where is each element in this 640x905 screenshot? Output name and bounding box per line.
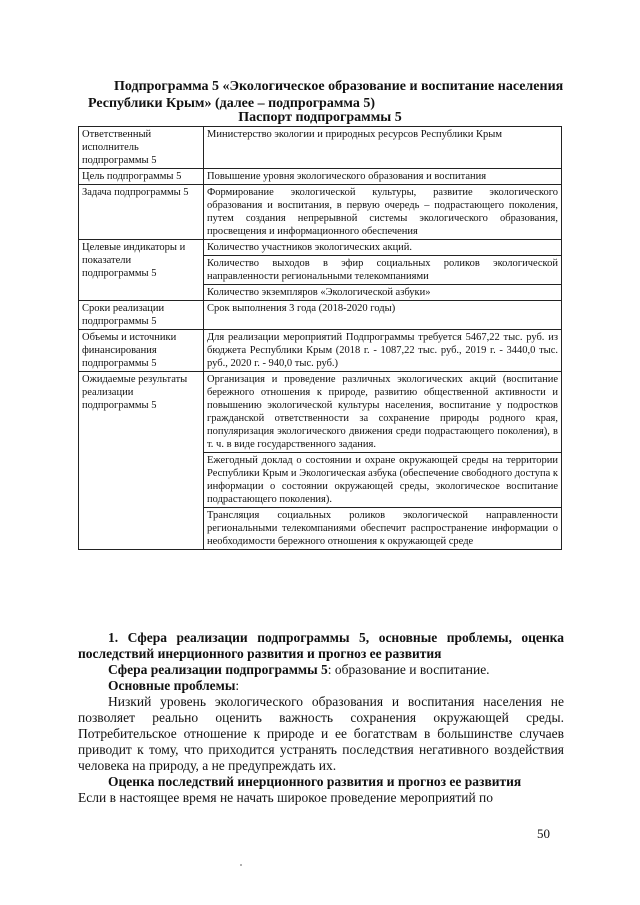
passport-value-item: Формирование экологической культуры, развитие экологического образования и воспитания, в первую очередь – подрастающего поколения, путем создания непрерывной системы экологического образования, просвещения и информационного обеспечения — [207, 187, 558, 237]
passport-table — [78, 126, 562, 550]
passport-row-value — [204, 301, 562, 330]
passport-row — [79, 330, 562, 372]
passport-row-value — [204, 169, 562, 185]
passport-value-item: Ежегодный доклад о состоянии и охране окружающей среды на территории Республики Крым и Экологическая азбука (обеспечение свободного доступа к информации о состоянии окружающей среды, экологическое воспитание подрастающего поколения). — [204, 452, 561, 506]
forecast-text: Если в настоящее время не начать широкое проведение мероприятий по — [78, 790, 494, 805]
passport-value-item: Повышение уровня экологического образования и воспитания — [207, 171, 487, 182]
sphere-value: : образование и воспитание. — [327, 662, 490, 677]
scan-speck — [240, 864, 242, 866]
passport-title: Паспорт подпрограммы 5 — [238, 110, 402, 125]
passport-row-value — [204, 330, 562, 372]
passport-row-value — [204, 372, 562, 550]
passport-value-item: Количество экземпляров «Экологической азбуки» — [204, 284, 561, 299]
passport-row-label: Ожидаемые результаты реализации подпрограммы 5 — [79, 372, 204, 550]
subprogram-heading: Подпрограмма 5 «Экологическое образование и воспитание населения Республики Крым» (далее – подпрограмма 5) — [88, 79, 564, 111]
passport-row-label: Ответственный исполнитель подпрограммы 5 — [79, 127, 204, 169]
passport-row-label: Объемы и источники финансирования подпрограммы 5 — [79, 330, 204, 372]
passport-row — [79, 127, 562, 169]
passport-row — [79, 169, 562, 185]
sphere-paragraph — [78, 662, 564, 678]
passport-row-value — [204, 127, 562, 169]
passport-row-value — [204, 240, 562, 301]
passport-row-label: Задача подпрограммы 5 — [79, 185, 204, 240]
passport-value-item: Количество выходов в эфир социальных роликов экологической направленности региональными телекомпаниями — [204, 255, 561, 283]
passport-row — [79, 240, 562, 301]
passport-row-label: Целевые индикаторы и показатели подпрограммы 5 — [79, 240, 204, 301]
forecast-heading: Оценка последствий инерционного развития и прогноз ее развития — [108, 774, 522, 789]
sphere-label: Сфера реализации подпрограммы 5 — [108, 662, 328, 677]
section-heading: 1. Сфера реализации подпрограммы 5, основные проблемы, оценка последствий инерционного развития и прогноз ее развития — [78, 630, 564, 661]
passport-value-item: Для реализации мероприятий Подпрограммы требуется 5467,22 тыс. руб. из бюджета Республики Крым (2018 г. - 1087,22 тыс. руб., 2019 г. - 3440,0 тыс. руб., 2020 г. - 940,0 тыс. руб.) — [207, 332, 558, 369]
section-body — [78, 630, 564, 806]
passport-value-item: Трансляция социальных роликов экологической направленности региональными телекомпаниями обеспечит распространение информации о необходимости бережного отношения к окружающей среде — [204, 507, 561, 548]
problems-paragraph — [78, 678, 564, 694]
passport-row — [79, 185, 562, 240]
passport-row — [79, 301, 562, 330]
passport-row-value — [204, 185, 562, 240]
page-number: 50 — [537, 826, 550, 841]
passport-value-item: Организация и проведение различных экологических акций (воспитание бережного отношения к природе, развитию общественной активности и повышению экологической культуры населения, воспитание у подростков гражданской ответственности за сохранение природы родного края, популяризация экологического движения среди подрастающего поколения), в т. ч. в виде государственного задания. — [207, 374, 558, 450]
problems-label: Основные проблемы — [108, 678, 236, 693]
passport-row-label: Сроки реализации подпрограммы 5 — [79, 301, 204, 330]
passport-value-item: Срок выполнения 3 года (2018-2020 годы) — [207, 303, 396, 314]
problems-text: Низкий уровень экологического образования и воспитания населения не позволяет реально оценить важность сохранения окружающей среды. Потребительское отношение к природе и ее богатствам в большинстве случаев приводит к тому, что приходится устранять последствия негативного воздействия человека на природу, а не предупреждать их. — [78, 694, 564, 773]
passport-row-label: Цель подпрограммы 5 — [79, 169, 204, 185]
problems-colon: : — [235, 678, 240, 693]
passport-value-item: Министерство экологии и природных ресурсов Республики Крым — [207, 129, 502, 140]
passport-row — [79, 372, 562, 550]
passport-value-item: Количество участников экологических акций. — [207, 242, 413, 253]
